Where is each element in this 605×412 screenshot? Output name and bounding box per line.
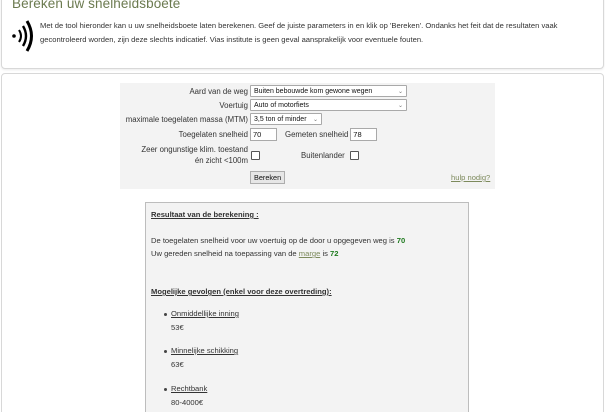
mass-select[interactable]	[250, 113, 322, 125]
intro-line-2: gecontroleerd worden, zijn deze slechts indicatief. Vias institute is geen geval aansprakelijk voor eventuele fouten.	[40, 35, 424, 44]
bad-weather-label-line2: én zicht <100m	[194, 156, 248, 165]
foreigner-label: Buitenlander	[301, 150, 345, 160]
chevron-down-icon: ⌄	[397, 88, 403, 95]
intro-line-1: Met de tool hieronder kan u uw snelheidsboete laten berekenen. Geef de juiste parameters in en klik op 'Bereken'. Ondanks het feit dat de resultaten vaak	[40, 21, 558, 30]
consequence-immediate-label[interactable]: Onmiddellijke inning	[171, 309, 239, 318]
bullet-icon	[164, 388, 167, 391]
vehicle-select[interactable]	[250, 99, 407, 111]
bad-weather-label	[120, 144, 248, 166]
road-type-row	[120, 85, 407, 97]
mass-row	[120, 113, 322, 125]
chevron-down-icon: ⌄	[397, 102, 403, 109]
bad-weather-checkbox[interactable]	[251, 151, 260, 160]
road-type-value: Buiten bebouwde kom gewone wegen	[254, 87, 373, 95]
help-link[interactable]: hulp nodig?	[451, 173, 491, 182]
radar-signal-icon	[11, 17, 39, 55]
consequence-court-value: 80-4000€	[171, 398, 204, 407]
allowed-speed-input[interactable]: 70	[250, 128, 277, 141]
calculator-form	[120, 83, 495, 189]
measured-speed-label: Gemeten snelheid	[285, 130, 349, 139]
driven-speed-result	[151, 249, 339, 258]
vehicle-label: Voertuig	[219, 100, 248, 110]
mass-label: maximale toegelaten massa (MTM)	[125, 114, 248, 124]
road-type-select[interactable]	[250, 85, 407, 97]
allowed-speed-value: 70	[396, 236, 406, 245]
foreigner-checkbox[interactable]	[350, 151, 359, 160]
header-panel	[1, 0, 604, 69]
allowed-speed-result	[151, 236, 405, 245]
page-title: Bereken uw snelheidsboete	[12, 0, 181, 11]
calculate-button[interactable]: Bereken	[250, 171, 285, 184]
bullet-icon	[164, 313, 167, 316]
consequence-settlement-label[interactable]: Minnelijke schikking	[171, 346, 239, 355]
vehicle-row	[120, 99, 407, 111]
result-box	[145, 202, 469, 412]
allowed-speed-text: De toegelaten snelheid voor uw voertuig op de door u opgegeven weg is	[151, 236, 395, 245]
marge-link[interactable]: marge	[298, 249, 321, 258]
bullet-icon	[164, 350, 167, 353]
intro-text	[40, 19, 600, 47]
driven-speed-is: is	[322, 249, 328, 258]
result-heading: Resultaat van de berekening :	[151, 210, 259, 219]
measured-speed-input[interactable]: 78	[350, 128, 377, 141]
vehicle-value: Auto of motorfiets	[254, 101, 309, 109]
conditions-row	[120, 144, 359, 166]
calculator-panel	[1, 73, 604, 412]
consequence-court-label[interactable]: Rechtbank	[171, 384, 208, 393]
driven-speed-value: 72	[330, 249, 339, 258]
allowed-speed-label: Toegelaten snelheid	[178, 130, 248, 139]
bad-weather-label-line1: Zeer ongunstige klim. toestand	[141, 145, 248, 154]
consequence-immediate-value: 53€	[171, 323, 184, 332]
consequence-settlement-value: 63€	[171, 360, 184, 369]
chevron-down-icon: ⌄	[312, 116, 318, 123]
road-type-label: Aard van de weg	[189, 86, 248, 96]
driven-speed-text: Uw gereden snelheid na toepassing van de	[151, 249, 297, 258]
consequences-heading: Mogelijke gevolgen (enkel voor deze overtreding):	[151, 287, 332, 296]
speed-row	[120, 128, 377, 141]
mass-value: 3,5 ton of minder	[254, 115, 307, 123]
